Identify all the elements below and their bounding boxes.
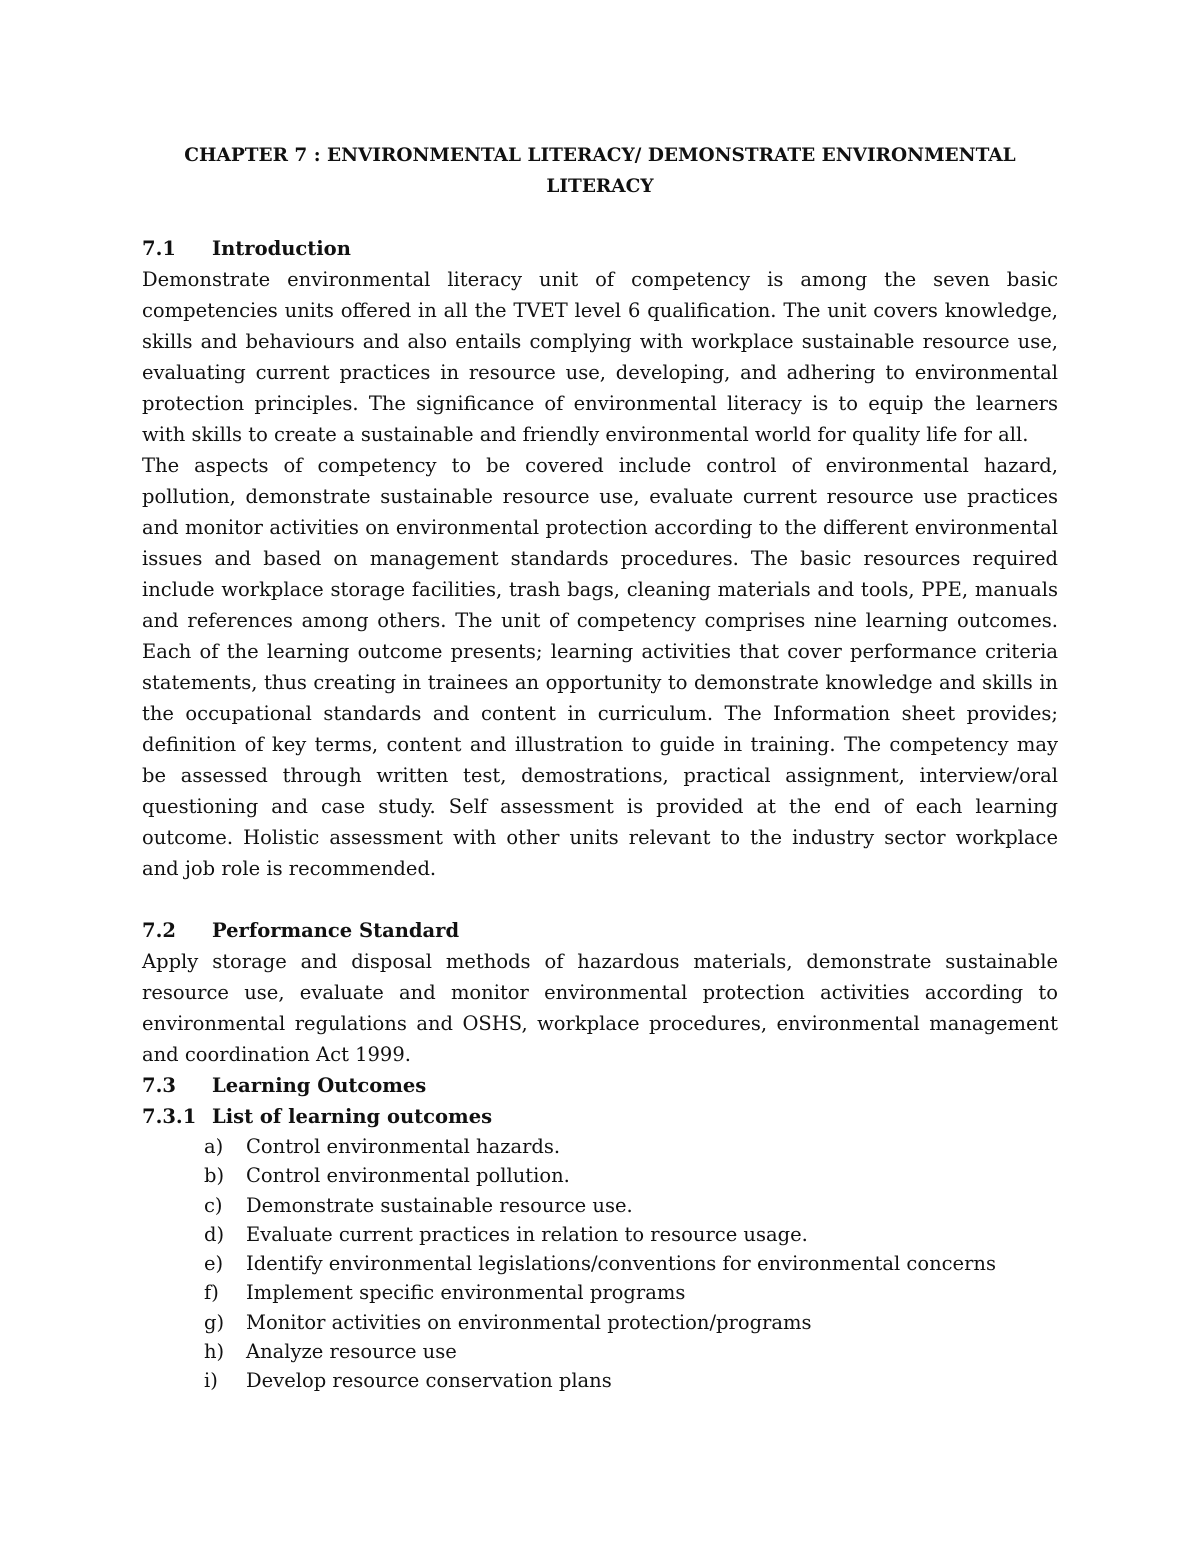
list-item-text: Demonstrate sustainable resource use. — [246, 1193, 633, 1217]
section-heading-list-of-learning-outcomes — [142, 1101, 1058, 1132]
section-title: List of learning outcomes — [212, 1105, 493, 1128]
list-item-letter: e) — [204, 1252, 224, 1276]
list-item-text: Control environmental hazards. — [246, 1135, 561, 1158]
list-item-letter: h) — [204, 1340, 225, 1364]
section-title: Learning Outcomes — [212, 1074, 427, 1097]
section-heading-learning-outcomes — [142, 1070, 1058, 1101]
intro-paragraph-2: The aspects of competency to be covered include control of environmental hazard, pollution, demonstrate sustainable resource use, evaluate current resource use practices and monitor activities on environmental protection according to the different environmental issues and based on management standards procedures. The basic resources required include workplace storage facilities, trash bags, cleaning materials and tools, PPE, manuals and references among others. The unit of competency comprises nine learning outcomes. Each of the learning outcome presents; learning activities that cover performance criteria statements, thus creating in trainees an opportunity to demonstrate knowledge and skills in the occupational standards and content in curriculum. The Information sheet provides; definition of key terms, content and illustration to guide in training. The competency may be assessed through written test, demostrations, practical assignment, interview/oral questioning and case study. Self assessment is provided at the end of each learning outcome. Holistic assessment with other units relevant to the industry sector workplace and job role is recommended. — [142, 454, 1058, 880]
list-item — [204, 1337, 1058, 1366]
list-item-letter: c) — [204, 1193, 223, 1217]
list-item-letter: f) — [204, 1281, 219, 1305]
list-item — [204, 1220, 1058, 1249]
section-number: 7.2 — [142, 919, 176, 942]
learning-outcomes-list — [142, 1132, 1058, 1396]
section-heading-introduction — [142, 233, 1058, 264]
section-number: 7.1 — [142, 237, 176, 260]
spacer — [142, 884, 1058, 915]
list-item-text: Analyze resource use — [246, 1340, 457, 1364]
list-item — [204, 1132, 1058, 1161]
list-item — [204, 1366, 1058, 1395]
section-heading-performance-standard — [142, 915, 1058, 946]
list-item-letter: b) — [204, 1164, 225, 1188]
list-item-letter: g) — [204, 1310, 225, 1334]
list-item-text: Identify environmental legislations/conventions for environmental concerns — [246, 1252, 996, 1276]
list-item-text: Control environmental pollution. — [246, 1164, 570, 1188]
list-item-text: Evaluate current practices in relation to resource usage. — [246, 1222, 808, 1246]
list-item-text: Develop resource conservation plans — [246, 1369, 612, 1393]
document-page — [142, 140, 1058, 1396]
list-item — [204, 1249, 1058, 1278]
list-item-letter: d) — [204, 1222, 225, 1246]
list-item-letter: a) — [204, 1135, 224, 1158]
section-number: 7.3 — [142, 1074, 176, 1097]
list-item — [204, 1191, 1058, 1220]
section-number: 7.3.1 — [142, 1105, 197, 1128]
list-item-text: Implement specific environmental programs — [246, 1281, 686, 1305]
list-item — [204, 1308, 1058, 1337]
list-item — [204, 1278, 1058, 1307]
section-title: Introduction — [212, 237, 351, 260]
intro-paragraph-1: Demonstrate environmental literacy unit of competency is among the seven basic competencies units offered in all the TVET level 6 qualification. The unit covers knowledge, skills and behaviours and also entails complying with workplace sustainable resource use, evaluating current practices in resource use, developing, and adhering to environmental protection principles. The significance of environmental literacy is to equip the learners with skills to create a sustainable and friendly environmental world for quality life for all. — [142, 268, 1058, 446]
list-item-letter: i) — [204, 1369, 218, 1393]
performance-paragraph: Apply storage and disposal methods of hazardous materials, demonstrate sustainable resource use, evaluate and monitor environmental protection activities according to environmental regulations and OSHS, workplace procedures, environmental management and coordination Act 1999. — [142, 950, 1058, 1066]
list-item — [204, 1161, 1058, 1190]
list-item-text: Monitor activities on environmental protection/programs — [246, 1310, 812, 1334]
chapter-title: CHAPTER 7 : ENVIRONMENTAL LITERACY/ DEMONSTRATE ENVIRONMENTAL LITERACY — [184, 145, 1016, 197]
section-title: Performance Standard — [212, 919, 460, 942]
